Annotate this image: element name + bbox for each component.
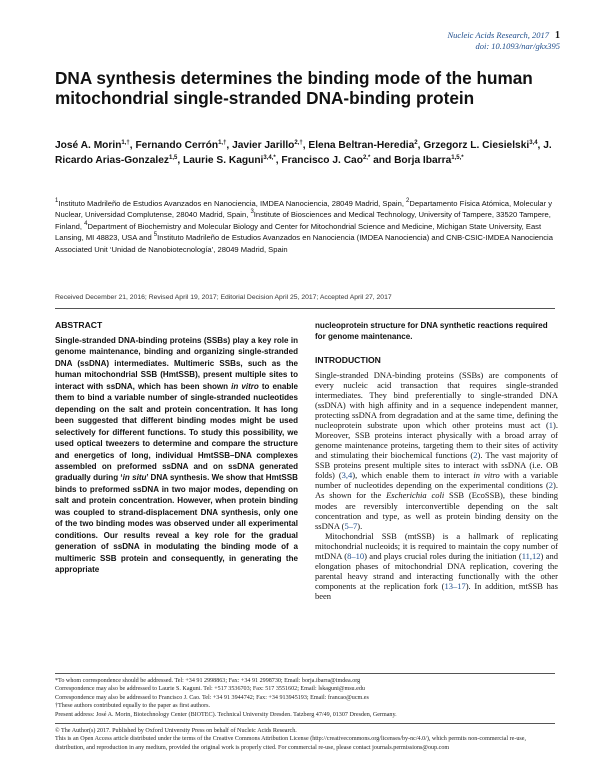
abstract-continuation: nucleoprotein structure for DNA synthetic reactions required for genome maintenance. [315,321,548,342]
footnotes [55,677,555,719]
citation-link[interactable]: 2 [473,450,478,461]
author-name: Borja Ibarra [394,155,452,167]
author-name: Grzegorz L. Ciesielski [423,140,530,151]
affiliation-text: Institute of Biosciences and Medical Technology, University of Tampere, 33520 Tampere, Finland, [55,210,551,231]
header-divider [55,308,555,309]
abstract-in-vitro: in vitro [231,381,259,391]
author-affiliation-mark: 1,5 [168,155,178,162]
left-column [55,320,298,576]
citation-link[interactable]: 11,12 [521,550,541,561]
citation-link[interactable]: 13–17 [444,580,466,591]
author-affiliation-mark: 2 [414,140,418,146]
footnote-line: †These authors contributed equally to the paper as first authors. [55,703,211,710]
body-text-run: ), which enable them to interact [352,470,474,481]
affiliation-text: Instituto Madrileño de Estudios Avanzados en Nanociencia (IMDEA Nanociencia) and CNB-CSIC-IMDEA Nanociencia Associated Unit ‘Unidad de Nanobiotecnología’, 28049 Madrid, Spain [55,233,553,254]
page-number: 1 [555,30,560,41]
affiliation-text: Departamento Física Atómica, Molecular y Nuclear, Universidad Complutense, 28040 Madrid, Spain, [55,199,553,220]
footnote-divider [55,673,555,674]
author-name: Elena Beltran-Heredia [308,140,415,151]
introduction-paragraph-2 [315,531,558,601]
abstract-text [55,335,298,576]
abstract-in-situ: in situ [122,473,147,483]
introduction-paragraph-1 [315,370,558,531]
author-separator: and [370,155,395,167]
affiliation-number: 1 [55,198,59,204]
author-name: Laurie S. Kaguni [183,155,264,167]
body-text-run: ). The vast majority of SSB proteins present multiple sites to interact with ssDNA (i.e. OB folds) ( [315,450,558,481]
body-text-run: Single-stranded DNA-binding proteins (SSBs) are components of every nucleic acid transaction that requires single-stranded intermediates. They bind preferentially to single-stranded DNA (ssDNA) with high affinity and in a sequence independent manner, protecting ssDNA from degradation and at the same time, defining the nucleoprotein substrate upon which other proteins must act ( [315,369,558,431]
body-text-run: ). In addition, mtSSB has been [315,580,558,601]
author-affiliation-mark: 2,† [294,140,303,146]
license-line: © The Author(s) 2017. Published by Oxford University Press on behalf of Nucleic Acids Research. [55,728,297,734]
author-affiliation-mark: 1,† [218,140,227,146]
body-text-run: with a variable number of nucleotides depending on the experimental conditions ( [315,470,558,491]
doi-line[interactable]: doi: 10.1093/nar/gkx395 [475,41,560,51]
citation-link[interactable]: 8–10 [347,550,365,561]
abstract-part-1: Single-stranded DNA-binding proteins (SSBs) play a key role in genome maintenance, binding and organizing single-stranded DNA (ssDNA) intermediates. Multimeric SSBs, such as the human mitochondrial SSB (HmtSSB), present multiple sites to interact with ssDNA, which has been shown [55,336,298,391]
journal-name: Nucleic Acids Research, 2017 [447,30,549,40]
citation-link[interactable]: 5–7 [344,520,358,531]
affiliation-number: 2 [406,198,410,204]
citation-link[interactable]: 3,4 [341,470,353,481]
body-text-run: Mitochondrial SSB (mtSSB) is a hallmark of replicating mitochondrial nucleoids; it is required to maintain the copy number of mtDNA ( [315,530,558,561]
author-affiliation-mark: 3,4,* [263,155,276,162]
author-list [55,138,555,168]
license-notice [55,727,555,752]
body-text-run: ). As shown for the [315,480,558,501]
italic-term: Escherichia coli [386,490,445,501]
author-affiliation-mark: 1,† [121,140,130,146]
author-name: José A. Morin [55,140,122,151]
author-separator: , [177,155,183,167]
right-column [315,320,558,601]
footnote-line: *To whom correspondence should be addressed. Tel: +34 91 2998863; Fax: +34 91 2998730; Email: borja.ibarra@imdea.org [55,678,361,684]
author-affiliation-mark: 2,* [362,155,371,162]
author-separator: , [417,140,424,151]
author-separator: , [226,140,233,151]
author-affiliation-mark: 1,5,* [451,155,464,162]
author-affiliation-mark: 3,4 [529,140,538,146]
abstract-part-2: to enable them to bind a variable number of single-stranded nucleotides depending on the salt and protein concentration. It has long been suggested that different binding modes might be used selectively for different functions. To study this possibility, we used optical tweezers to determine and compare the structure and energetics of long, individual HmtSSB–DNA complexes assembled on preformed ssDNA and on ssDNA generated gradually during ‘ [55,381,299,483]
license-line: This is an Open Access article distributed under the terms of the Creative Commons Attribution License (http://creativecommons.org/licenses/by-nc/4.0/), which permits non-commercial re-use, distribution, and reproduction in any medium, provided the original work is properly cited. For commercial re-use, please contact journals.permissions@oup.com [55,736,527,751]
running-header [447,30,560,52]
author-name: Javier Jarillo [232,140,295,151]
abstract-heading: ABSTRACT [55,320,103,330]
author-name: J. Ricardo Arias-Gonzalez [55,140,552,167]
body-text-run: ) and elongation phases of mitochondrial DNA replication, covering the parental heavy strand and interacting functionally with the other components at the replication fork ( [315,550,559,591]
author-name: Francisco J. Cao [281,155,363,167]
introduction-heading: INTRODUCTION [315,354,381,365]
author-separator: , [537,140,544,151]
author-name: Fernando Cerrón [135,140,219,151]
affiliation-text: Department of Biochemistry and Molecular Biology and Center for Mitochondrial Science and Medicine, Michigan State University, East Lansing, MI 48823, USA and [55,221,542,243]
affiliation-number: 5 [153,232,158,239]
author-separator: , [302,140,309,151]
footnote-line: Correspondence may also be addressed to Francisco J. Cao. Tel: +34 91 3944742; Fax: +34 913945193; Email: francao@ucm.es [55,694,369,701]
footnote-line: Correspondence may also be addressed to Laurie S. Kaguni. Tel: +517 3536703; Fax: 517 3551602; Email: lskaguni@msu.edu [55,686,365,693]
body-text-run: ). Moreover, SSB proteins interact physically with a broad array of genome maintenance proteins, targeting them to their sites of activity and stimulating their biochemical functions ( [315,420,558,461]
affiliation-text: Instituto Madrileño de Estudios Avanzados en Nanociencia, IMDEA Nanociencia, 28049 Madrid, Spain, [58,199,407,208]
citation-link[interactable]: 2 [548,480,554,491]
author-separator: , [129,140,136,151]
article-title: DNA synthesis determines the binding mode of the human mitochondrial single-stranded DNA-binding protein [55,68,533,108]
affiliations [55,198,555,255]
footnote-line: Present address: José A. Morin, Biotechnology Center (BIOTEC). Technical University Dresden. Tatzberg 47/49, 01307 Dresden, Germany. [55,711,397,718]
citation-link[interactable]: 1 [548,420,554,431]
affiliation-number: 4 [84,220,88,227]
body-text-run: ). [357,520,363,531]
body-text-run: SSB (EcoSSB), these binding modes are reversibly interconvertible depending on the salt concentration and type, as well as protein binding density on the ssDNA ( [315,490,558,531]
journal-citation-line [447,30,560,41]
affiliation-number: 3 [250,209,254,216]
publication-dates: Received December 21, 2016; Revised April 19, 2017; Editorial Decision April 25, 2017; Accepted April 27, 2017 [55,294,392,301]
italic-term: in vitro [473,470,500,481]
body-text-run: ) and plays crucial roles during the initiation ( [364,550,522,561]
license-divider [55,723,555,724]
author-separator: , [275,155,282,167]
abstract-part-3: ’ DNA synthesis. We show that HmtSSB binds to preformed ssDNA in two major modes, depending on salt and protein concentration. However, when protein binding was coupled to strand-displacement DNA synthesis, only one of the two binding modes was observed under all experimental conditions. Our results reveal a key role for the gradual generation of ssDNA in modulating the binding mode of a multimeric SSB protein and consequently, in generating the appropriate [55,473,298,575]
